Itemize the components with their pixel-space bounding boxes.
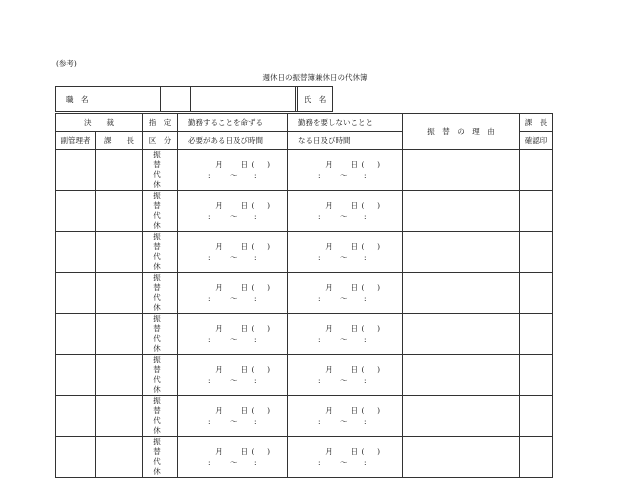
ledger-table: [55, 113, 553, 478]
kind-cell: [143, 232, 181, 273]
chief-seal-cell[interactable]: [520, 150, 553, 191]
deputy-manager-seal-cell[interactable]: [56, 314, 96, 355]
paren-close: ): [377, 406, 380, 415]
reason-cell[interactable]: [403, 437, 520, 478]
position-label: 職 名: [56, 87, 161, 112]
work-required-header-top: 勤務することを命ずる: [178, 114, 288, 132]
reason-cell[interactable]: [403, 396, 520, 437]
no-work-cell[interactable]: [288, 273, 403, 314]
section-chief-seal-cell[interactable]: [96, 314, 143, 355]
tilde: ～: [230, 171, 238, 180]
colon: :: [364, 294, 367, 303]
paren-open: (: [251, 283, 255, 292]
deputy-manager-seal-cell[interactable]: [56, 150, 96, 191]
tilde: ～: [340, 212, 348, 221]
kind-top: 振 替: [153, 150, 181, 169]
paren-open: (: [361, 365, 365, 374]
colon: :: [318, 335, 321, 344]
table-row: [56, 355, 553, 396]
chief-seal-cell[interactable]: [520, 437, 553, 478]
tilde: ～: [340, 335, 348, 344]
tilde: ～: [340, 417, 348, 426]
reference-label: (参考): [56, 59, 77, 68]
month-label: 月: [215, 283, 223, 292]
paren-close: ): [377, 283, 380, 292]
tilde: ～: [230, 376, 238, 385]
colon: :: [208, 458, 211, 467]
chief-header-top: 課 長: [520, 114, 553, 132]
colon: :: [208, 335, 211, 344]
kind-top: 振 替: [153, 396, 181, 415]
day-label: 日: [350, 447, 358, 456]
work-required-cell[interactable]: [178, 396, 288, 437]
work-required-cell[interactable]: [178, 150, 288, 191]
section-chief-seal-cell[interactable]: [96, 150, 143, 191]
kind-top: 振 替: [153, 437, 181, 456]
paren-open: (: [361, 406, 365, 415]
day-label: 日: [350, 365, 358, 374]
no-work-cell[interactable]: [288, 355, 403, 396]
chief-seal-cell[interactable]: [520, 355, 553, 396]
kind-bottom: 代 休: [153, 211, 181, 230]
no-work-header-bottom: なる日及び時間: [288, 132, 403, 150]
paren-close: ): [267, 406, 270, 415]
month-label: 月: [215, 201, 223, 210]
paren-close: ): [377, 447, 380, 456]
paren-open: (: [361, 324, 365, 333]
month-label: 月: [325, 283, 333, 292]
tilde: ～: [340, 253, 348, 262]
approval-header: 決 裁: [56, 114, 143, 132]
section-chief-seal-cell[interactable]: [96, 355, 143, 396]
paren-open: (: [251, 201, 255, 210]
paren-close: ): [267, 242, 270, 251]
colon: :: [208, 253, 211, 262]
colon: :: [208, 376, 211, 385]
reason-cell[interactable]: [403, 355, 520, 396]
day-label: 日: [240, 201, 248, 210]
table-row: [56, 150, 553, 191]
chief-seal-cell[interactable]: [520, 232, 553, 273]
deputy-manager-seal-cell[interactable]: [56, 232, 96, 273]
kind-cell: [143, 150, 181, 191]
month-label: 月: [215, 447, 223, 456]
paren-close: ): [377, 160, 380, 169]
work-required-cell[interactable]: [178, 273, 288, 314]
colon: :: [364, 212, 367, 221]
day-label: 日: [350, 160, 358, 169]
paren-close: ): [377, 324, 380, 333]
month-label: 月: [215, 365, 223, 374]
colon: :: [254, 417, 257, 426]
reason-cell[interactable]: [403, 273, 520, 314]
paren-close: ): [377, 365, 380, 374]
day-label: 日: [240, 242, 248, 251]
day-label: 日: [350, 406, 358, 415]
colon: :: [364, 417, 367, 426]
section-chief-header: 課 長: [96, 132, 143, 150]
tilde: ～: [230, 294, 238, 303]
day-label: 日: [240, 365, 248, 374]
colon: :: [254, 253, 257, 262]
work-required-cell[interactable]: [178, 355, 288, 396]
table-row: [56, 396, 553, 437]
tilde: ～: [340, 458, 348, 467]
no-work-cell[interactable]: [288, 314, 403, 355]
kind-cell: [143, 437, 181, 478]
month-label: 月: [215, 324, 223, 333]
kind-bottom: 代 休: [153, 293, 181, 312]
colon: :: [364, 335, 367, 344]
colon: :: [208, 294, 211, 303]
kind-bottom: 代 休: [153, 416, 181, 435]
colon: :: [208, 212, 211, 221]
paren-open: (: [361, 242, 365, 251]
section-chief-seal-cell[interactable]: [96, 273, 143, 314]
colon: :: [254, 294, 257, 303]
kind-top: 振 替: [153, 232, 181, 251]
work-required-cell[interactable]: [178, 232, 288, 273]
day-label: 日: [240, 160, 248, 169]
day-label: 日: [350, 324, 358, 333]
section-chief-seal-cell[interactable]: [96, 232, 143, 273]
work-required-header-bottom: 必要がある日及び時間: [178, 132, 288, 150]
work-required-cell[interactable]: [178, 314, 288, 355]
table-row: [56, 314, 553, 355]
paren-close: ): [267, 283, 270, 292]
no-work-header-top: 勤務を要しないことと: [288, 114, 403, 132]
tilde: ～: [340, 171, 348, 180]
chief-seal-cell[interactable]: [520, 396, 553, 437]
no-work-cell[interactable]: [288, 437, 403, 478]
kind-cell: [143, 355, 181, 396]
table-row: [56, 191, 553, 232]
month-label: 月: [325, 201, 333, 210]
colon: :: [254, 458, 257, 467]
kind-cell: [143, 273, 181, 314]
colon: :: [318, 376, 321, 385]
tilde: ～: [230, 212, 238, 221]
paren-open: (: [251, 365, 255, 374]
colon: :: [208, 171, 211, 180]
colon: :: [364, 458, 367, 467]
form-title: 週休日の振替簿兼休日の代休簿: [262, 73, 368, 82]
kind-cell: [143, 396, 181, 437]
colon: :: [318, 212, 321, 221]
paren-open: (: [251, 406, 255, 415]
tilde: ～: [230, 253, 238, 262]
month-label: 月: [215, 406, 223, 415]
day-label: 日: [240, 283, 248, 292]
section-chief-seal-cell[interactable]: [96, 437, 143, 478]
colon: :: [318, 171, 321, 180]
kind-bottom: 代 休: [153, 375, 181, 394]
no-work-cell[interactable]: [288, 150, 403, 191]
paren-open: (: [251, 160, 255, 169]
tilde: ～: [340, 294, 348, 303]
kind-cell: [143, 191, 181, 232]
colon: :: [208, 417, 211, 426]
chief-seal-cell[interactable]: [520, 191, 553, 232]
name-field-table: [190, 86, 296, 112]
colon: :: [318, 253, 321, 262]
colon: :: [254, 335, 257, 344]
paren-close: ): [267, 160, 270, 169]
colon: :: [364, 171, 367, 180]
deputy-manager-seal-cell[interactable]: [56, 396, 96, 437]
paren-close: ): [267, 201, 270, 210]
month-label: 月: [325, 406, 333, 415]
deputy-manager-seal-cell[interactable]: [56, 273, 96, 314]
colon: :: [254, 171, 257, 180]
month-label: 月: [325, 242, 333, 251]
day-label: 日: [240, 324, 248, 333]
month-label: 月: [325, 160, 333, 169]
paren-close: ): [267, 365, 270, 374]
paren-open: (: [251, 324, 255, 333]
kind-bottom: 代 休: [153, 252, 181, 271]
name-field[interactable]: [191, 87, 296, 112]
tilde: ～: [230, 417, 238, 426]
month-label: 月: [325, 365, 333, 374]
day-label: 日: [240, 447, 248, 456]
colon: :: [318, 417, 321, 426]
tilde: ～: [340, 376, 348, 385]
month-label: 月: [215, 160, 223, 169]
day-label: 日: [240, 406, 248, 415]
deputy-manager-seal-cell[interactable]: [56, 437, 96, 478]
table-row: [56, 273, 553, 314]
day-label: 日: [350, 201, 358, 210]
no-work-cell[interactable]: [288, 396, 403, 437]
designation-header-top: 指 定: [143, 114, 178, 132]
kind-cell: [143, 314, 181, 355]
colon: :: [318, 294, 321, 303]
paren-open: (: [361, 283, 365, 292]
chief-header-bottom: 確認印: [520, 132, 553, 150]
no-work-cell[interactable]: [288, 232, 403, 273]
day-label: 日: [350, 283, 358, 292]
kind-top: 振 替: [153, 273, 181, 292]
table-row: [56, 232, 553, 273]
deputy-manager-header: 副管理者: [56, 132, 96, 150]
kind-top: 振 替: [153, 314, 181, 333]
paren-open: (: [361, 447, 365, 456]
deputy-manager-seal-cell[interactable]: [56, 191, 96, 232]
section-chief-seal-cell[interactable]: [96, 396, 143, 437]
kind-bottom: 代 休: [153, 334, 181, 353]
paren-open: (: [361, 160, 365, 169]
colon: :: [254, 212, 257, 221]
chief-seal-cell[interactable]: [520, 273, 553, 314]
day-label: 日: [350, 242, 358, 251]
name-label: 氏 名: [298, 87, 333, 112]
kind-bottom: 代 休: [153, 457, 181, 476]
chief-seal-cell[interactable]: [520, 314, 553, 355]
paren-close: ): [377, 201, 380, 210]
deputy-manager-seal-cell[interactable]: [56, 355, 96, 396]
paren-close: ): [267, 447, 270, 456]
colon: :: [318, 458, 321, 467]
paren-open: (: [251, 447, 255, 456]
month-label: 月: [325, 324, 333, 333]
work-required-cell[interactable]: [178, 191, 288, 232]
reason-header: 振 替 の 理 由: [403, 114, 520, 150]
reason-cell[interactable]: [403, 191, 520, 232]
month-label: 月: [215, 242, 223, 251]
paren-open: (: [361, 201, 365, 210]
kind-top: 振 替: [153, 355, 181, 374]
reason-cell[interactable]: [403, 150, 520, 191]
colon: :: [364, 253, 367, 262]
colon: :: [254, 376, 257, 385]
no-work-cell[interactable]: [288, 191, 403, 232]
reason-cell[interactable]: [403, 232, 520, 273]
reason-cell[interactable]: [403, 314, 520, 355]
month-label: 月: [325, 447, 333, 456]
table-row: [56, 437, 553, 478]
colon: :: [364, 376, 367, 385]
work-required-cell[interactable]: [178, 437, 288, 478]
designation-header-bottom: 区 分: [143, 132, 178, 150]
paren-close: ): [377, 242, 380, 251]
paren-open: (: [251, 242, 255, 251]
kind-top: 振 替: [153, 191, 181, 210]
section-chief-seal-cell[interactable]: [96, 191, 143, 232]
kind-bottom: 代 休: [153, 170, 181, 189]
tilde: ～: [230, 335, 238, 344]
paren-close: ): [267, 324, 270, 333]
tilde: ～: [230, 458, 238, 467]
